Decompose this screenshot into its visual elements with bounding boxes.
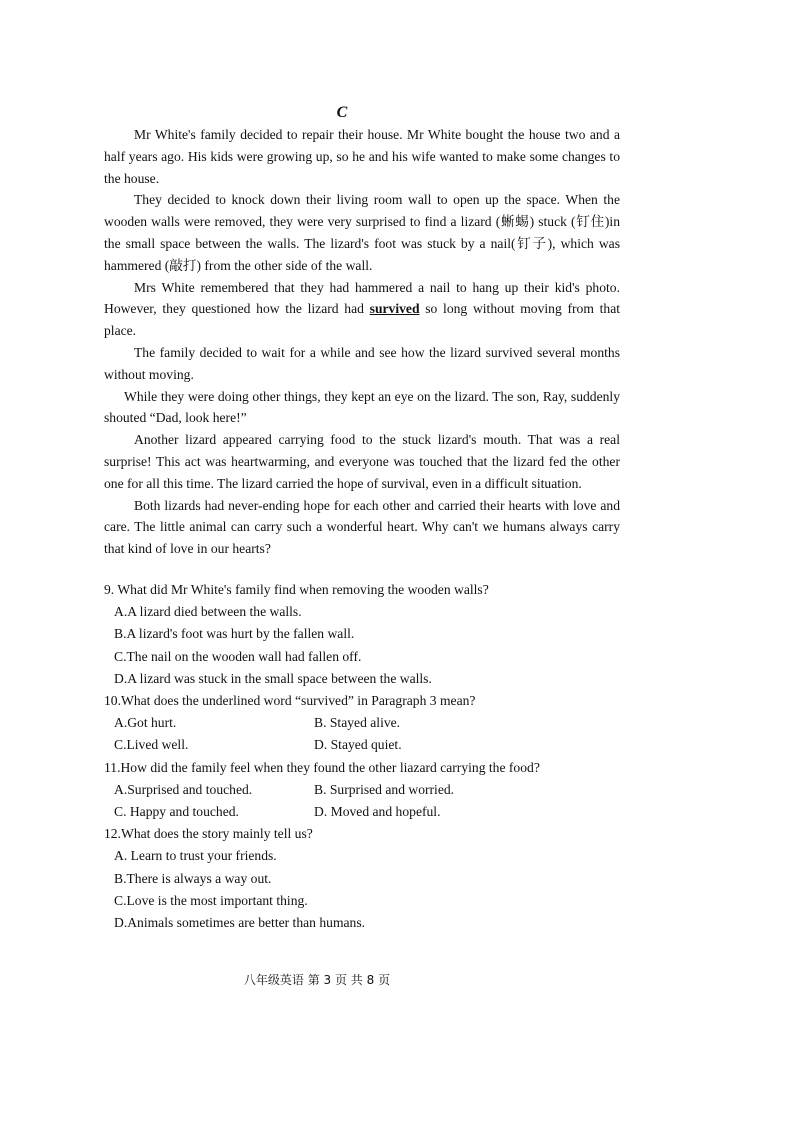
paragraph-3 xyxy=(104,277,620,342)
option-b: B.A lizard's foot was hurt by the fallen wall. xyxy=(114,626,355,642)
option-a: A.Surprised and touched. xyxy=(114,781,253,797)
question-12 xyxy=(104,823,624,934)
option-a: A. Learn to trust your friends. xyxy=(114,848,277,864)
paragraph-7: Both lizards had never-ending hope for each other and carried their hearts with love and care. The little animal can carry such a wonderful heart. Why can't we humans always carry that kind of love in our hearts? xyxy=(104,497,620,557)
option-c: C.Lived well. xyxy=(114,737,189,753)
paragraph-3-start: Mrs White remembered that they had hammered a nail to hang up their kid's photo. However, they questioned how the lizard had xyxy=(104,279,620,317)
option-list xyxy=(104,845,624,934)
question-stem: 9. What did Mr White's family find when removing the wooden walls? xyxy=(104,582,489,597)
option-a: A.A lizard died between the walls. xyxy=(114,604,302,620)
reading-passage xyxy=(104,124,620,560)
option-a: A.Got hurt. xyxy=(114,715,177,731)
option-b: B.There is always a way out. xyxy=(114,870,272,886)
option-b: B. Stayed alive. xyxy=(314,715,401,731)
option-d: D. Stayed quiet. xyxy=(314,737,402,753)
option-d: D.Animals sometimes are better than humans. xyxy=(114,915,366,931)
paragraph-2: They decided to knock down their living room wall to open up the space. When the wooden walls were removed, they were very surprised to find a lizard (蜥蜴) stuck (钉住)in the small space between the walls. The lizard's foot was stuck by a nail(钉子), which was hammered (敲打) from the other side of the wall. xyxy=(104,192,620,273)
option-d: D. Moved and hopeful. xyxy=(314,804,441,820)
question-stem: 10.What does the underlined word “survived” in Paragraph 3 mean? xyxy=(104,693,476,709)
question-11 xyxy=(104,757,624,824)
option-b: B. Surprised and worried. xyxy=(314,781,455,797)
paragraph-6: Another lizard appeared carrying food to the stuck lizard's mouth. That was a real surprise! This act was heartwarming, and everyone was touched that the lizard fed the other one for all this time. The lizard carried the hope of survival, even in a difficult situation. xyxy=(104,432,620,491)
option-grid xyxy=(104,712,624,756)
option-grid xyxy=(104,779,624,823)
question-list xyxy=(104,579,624,934)
paragraph-4: The family decided to wait for a while and see how the lizard survived several months without moving. xyxy=(104,344,620,382)
question-stem: 12.What does the story mainly tell us? xyxy=(104,826,313,842)
underlined-word: survived xyxy=(369,301,420,317)
question-10 xyxy=(104,690,624,757)
paragraph-1: Mr White's family decided to repair their house. Mr White bought the house two and a half years ago. His kids were growing up, so he and his wife wanted to make some changes to the house. xyxy=(104,127,620,186)
option-c: C.Love is the most important thing. xyxy=(114,892,308,908)
paragraph-3-end: so long without moving from that place. xyxy=(104,301,621,339)
page-footer: 八年级英语 第 3 页 共 8 页 xyxy=(243,973,391,987)
option-c: C. Happy and touched. xyxy=(114,804,239,820)
option-list xyxy=(104,601,624,690)
paragraph-5: While they were doing other things, they kept an eye on the lizard. The son, Ray, suddenly shouted “Dad, look here!” xyxy=(104,388,620,426)
question-stem: 11.How did the family feel when they found the other liazard carrying the food? xyxy=(104,759,540,775)
question-9 xyxy=(104,579,624,690)
section-letter: C xyxy=(336,104,348,121)
option-c: C.The nail on the wooden wall had fallen off. xyxy=(114,648,362,664)
option-d: D.A lizard was stuck in the small space between the walls. xyxy=(114,670,432,686)
